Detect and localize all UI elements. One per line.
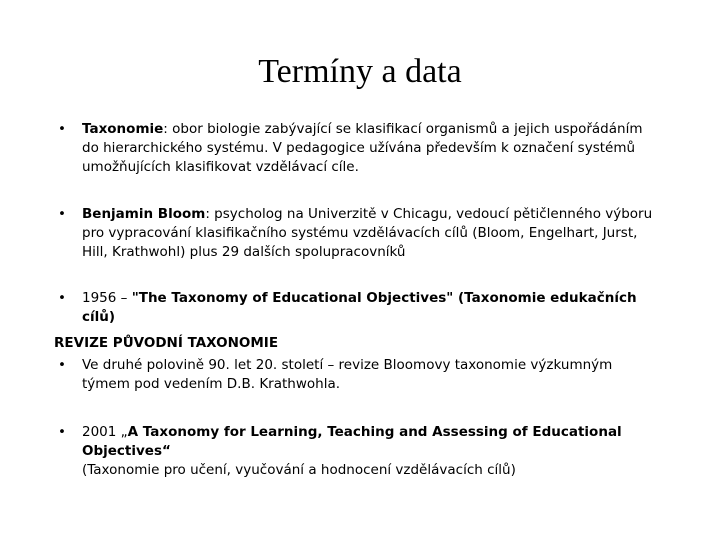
list-item-1956 xyxy=(58,289,658,327)
list-item-bloom xyxy=(58,205,658,262)
item-text xyxy=(82,423,658,480)
slide-title: Termíny a data xyxy=(258,53,462,90)
bullet: • xyxy=(58,357,66,373)
item-text xyxy=(82,120,658,177)
bullet: • xyxy=(58,206,66,222)
bullet: • xyxy=(58,121,66,137)
term: Taxonomie xyxy=(82,121,164,137)
revision-heading: REVIZE PŮVODNÍ TAXONOMIE xyxy=(54,335,279,351)
term: A Taxonomy for Learning, Teaching and Assessing of Educational Objectives“ xyxy=(82,424,622,459)
item-text: Ve druhé polovině 90. let 20. století – revize Bloomovy taxonomie výzkumným týmem pod vedením D.B. Krathwohla. xyxy=(82,357,613,392)
bullet: • xyxy=(58,424,66,440)
year-prefix: 1956 – xyxy=(82,290,132,306)
list-item-2001 xyxy=(58,423,658,480)
term: Benjamin Bloom xyxy=(82,206,206,222)
item-text xyxy=(82,205,658,262)
list-item-revision-90s xyxy=(58,356,658,394)
definition: : psycholog na Univerzitě v Chicagu, vedoucí pětičlenného výboru pro vypracování klasifikačního systému vzdělávacích cílů (Bloom, Engelhart, Jurst, Hill, Krathwohl) plus 29 dalších spolupracovníků xyxy=(82,206,653,260)
year-prefix: 2001 „ xyxy=(82,424,128,440)
bullet: • xyxy=(58,290,66,306)
item-text xyxy=(82,289,658,327)
term: "The Taxonomy of Educational Objectives" (Taxonomie edukačních cílů) xyxy=(82,290,637,325)
list-item-taxonomie xyxy=(58,120,658,177)
translation: (Taxonomie pro učení, vyučování a hodnocení vzdělávacích cílů) xyxy=(82,462,516,478)
definition: : obor biologie zabývající se klasifikací organismů a jejich uspořádáním do hierarchického systému. V pedagogice užívána především k označení systémů umožňujících klasifikovat vzdělávací cíle. xyxy=(82,121,643,175)
